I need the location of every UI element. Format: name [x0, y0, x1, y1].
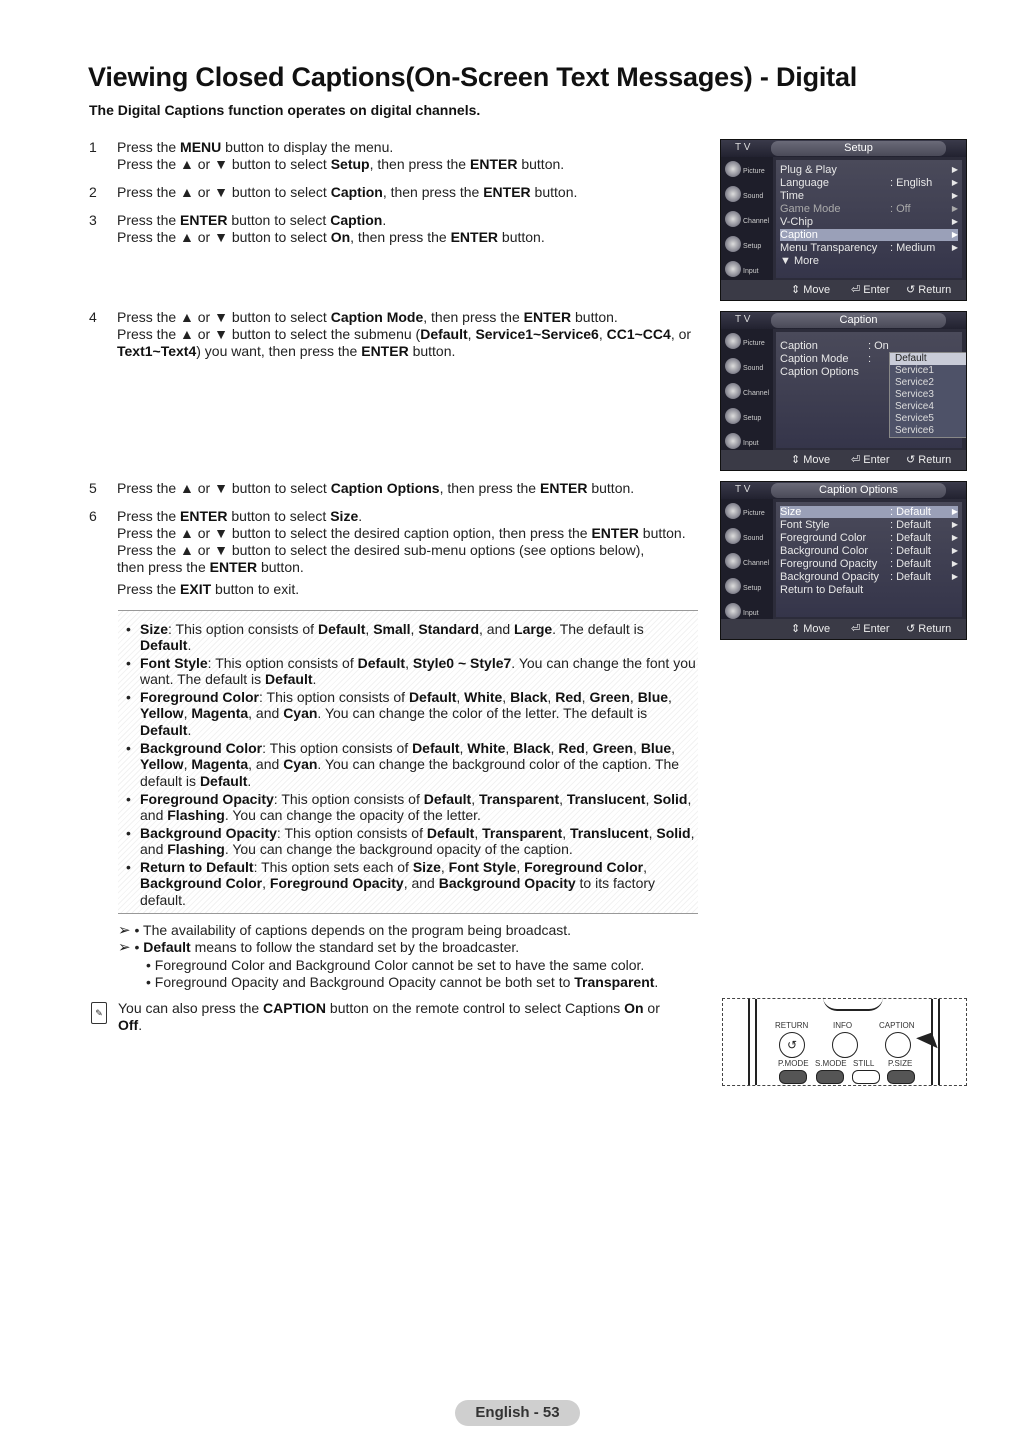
input-icon: [725, 261, 741, 277]
page-subtitle: The Digital Captions function operates on digital channels.: [89, 102, 481, 118]
note-3: • Foreground Color and Background Color cannot be set to have the same color.: [146, 957, 645, 973]
option-text: Background Color: This option consists of Default, White, Black, Red, Green, Blue, Yellow, Magenta, and Cyan. You can change the background color of the caption. The default is Default.: [140, 740, 680, 789]
option-foreground-color: [126, 689, 698, 739]
option-text: Foreground Opacity: This option consists of Default, Transparent, Translucent, Solid, and Flashing. You can change the opacity of the letter.: [140, 791, 692, 824]
option-text: Background Opacity: This option consists of Default, Transparent, Translucent, Solid, and Flashing. You can change the background opacity of the caption.: [140, 825, 695, 858]
setup-menu-screen: [720, 139, 967, 301]
menu-item-v-chip[interactable]: V-Chip ▶: [780, 216, 958, 228]
psize-label: P.SIZE: [888, 1059, 913, 1068]
screen-menu-body: [776, 160, 962, 278]
enter-hint: ⏎ Enter: [851, 284, 890, 296]
screen-title: Setup: [771, 141, 946, 156]
note-4: • Foreground Opacity and Background Opacity cannot be both set to Transparent.: [146, 974, 659, 990]
arrow-right-icon: ▶: [951, 165, 958, 174]
sidebar-item-picture[interactable]: Picture: [725, 331, 771, 353]
note-text: The availability of captions depends on the program being broadcast.: [143, 922, 572, 938]
step-number: 2: [89, 184, 97, 200]
note-text: Foreground Opacity and Background Opacity cannot be both set to Transparent.: [154, 974, 659, 990]
bullet-icon: •: [126, 740, 131, 756]
note-text: Foreground Color and Background Color cannot be set to have the same color.: [154, 957, 645, 973]
step-1: [89, 139, 709, 175]
arrow-right-icon: ▶: [951, 204, 958, 213]
step-4: [89, 309, 709, 363]
option-foreground-opacity: [126, 791, 698, 824]
picture-icon: [725, 333, 741, 349]
caption-mode-submenu: [889, 352, 967, 438]
screen-sidebar: [721, 157, 773, 280]
remote-edge: [748, 999, 757, 1085]
channel-icon: [725, 383, 741, 399]
tv-label: T V: [735, 314, 751, 325]
menu-item-game-mode[interactable]: Game Mode : Off ▶: [780, 203, 958, 215]
submenu-item-service4[interactable]: Service4: [895, 401, 934, 412]
menu-item-background-opacity[interactable]: Background Opacity : Default ▶: [780, 571, 958, 583]
bullet-icon: •: [126, 825, 131, 841]
screen-footer: [721, 450, 966, 470]
menu-item-time[interactable]: Time ▶: [780, 190, 958, 202]
sound-icon: [725, 528, 741, 544]
note-arrow-icon: ➢: [118, 939, 131, 956]
sidebar-item-channel[interactable]: Channel: [725, 551, 771, 573]
arrow-right-icon: ▶: [951, 243, 958, 252]
step-text: Press the ▲ or ▼ button to select Caption Options, then press the ENTER button.: [117, 480, 635, 496]
option-text: Font Style: This option consists of Default, Style0 ~ Style7. You can change the font you want. The default is Default.: [140, 655, 696, 688]
screen-footer: [721, 280, 966, 300]
bullet-icon: •: [126, 859, 131, 875]
option-text: Foreground Color: This option consists of Default, White, Black, Red, Green, Blue, Yellow, Magenta, and Cyan. You can change the color of the letter. The default is Default.: [140, 689, 672, 738]
return-button[interactable]: ↺: [779, 1032, 805, 1058]
step-number: 6: [89, 508, 97, 524]
return-hint: ↺ Return: [906, 623, 952, 635]
step-6: [89, 508, 709, 600]
sidebar-item-input[interactable]: Input: [725, 431, 771, 453]
menu-item-font-style[interactable]: Font Style : Default ▶: [780, 519, 958, 531]
menu-item-plug-and-play[interactable]: Plug & Play ▶: [780, 164, 958, 176]
tv-label: T V: [735, 142, 751, 153]
sidebar-item-picture[interactable]: Picture: [725, 159, 771, 181]
tv-label: T V: [735, 484, 751, 495]
screen-header: [721, 312, 966, 329]
move-hint: ⇕ Move: [791, 454, 831, 466]
option-text: Return to Default: This option sets each of Size, Font Style, Foreground Color, Background Color, Foreground Opacity, and Background Opacity to its factory default.: [140, 859, 656, 908]
sidebar-item-channel[interactable]: Channel: [725, 381, 771, 403]
bullet-icon: •: [126, 689, 131, 705]
menu-item-menu-transparency[interactable]: Menu Transparency : Medium ▶: [780, 242, 958, 254]
menu-item-caption-options[interactable]: Caption Options: [780, 366, 859, 378]
sidebar-item-sound[interactable]: Sound: [725, 356, 771, 378]
menu-item-language[interactable]: Language : English ▶: [780, 177, 958, 189]
input-icon: [725, 603, 741, 619]
step-text: Press the ENTER button to select Caption.: [117, 212, 387, 228]
menu-item-background-color[interactable]: Background Color : Default ▶: [780, 545, 958, 557]
step-text: Press the ▲ or ▼ button to select Caption Mode, then press the ENTER button.: [117, 309, 618, 325]
step-text: Press the ▲ or ▼ button to select Caption, then press the ENTER button.: [117, 184, 578, 200]
step-text: Press the MENU button to display the menu.: [117, 139, 394, 155]
return-hint: ↺ Return: [906, 284, 952, 296]
remote-top-curve: [823, 997, 883, 1011]
screen-footer: [721, 619, 966, 639]
sound-icon: [725, 358, 741, 374]
sidebar-item-setup[interactable]: Setup: [725, 234, 771, 256]
screen-header: [721, 140, 966, 157]
still-button[interactable]: [852, 1070, 880, 1084]
note-text: Default means to follow the standard set by the broadcaster.: [143, 939, 520, 955]
caption-options-screen: [720, 481, 967, 640]
note-arrow-icon: ➢: [118, 922, 131, 939]
screen-menu-body: [776, 332, 962, 448]
info-button[interactable]: [832, 1032, 858, 1058]
arrow-right-icon: ▶: [951, 191, 958, 200]
return-label: RETURN: [775, 1021, 809, 1030]
page-title: Viewing Closed Captions(On-Screen Text Messages) - Digital: [88, 62, 858, 92]
arrow-right-icon: ▶: [951, 230, 958, 239]
move-hint: ⇕ Move: [791, 623, 831, 635]
menu-item-foreground-color[interactable]: Foreground Color : Default ▶: [780, 532, 958, 544]
tip-icon: ✎: [91, 1002, 107, 1024]
caption-label: CAPTION: [879, 1021, 915, 1030]
sidebar-item-channel[interactable]: Channel: [725, 209, 771, 231]
step-number: 3: [89, 212, 97, 228]
option-background-opacity: [126, 825, 698, 858]
note-2: ➢ • Default means to follow the standard set by the broadcaster.: [118, 939, 520, 956]
step-number: 4: [89, 309, 97, 325]
setup-icon: [725, 236, 741, 252]
still-label: STILL: [853, 1059, 875, 1068]
screen-sidebar: [721, 499, 773, 619]
menu-item-foreground-opacity[interactable]: Foreground Opacity : Default ▶: [780, 558, 958, 570]
step-text: Press the ▲ or ▼ button to select the desired caption option, then press the ENTER button.: [117, 525, 686, 541]
menu-item-size[interactable]: Size : Default ▶: [780, 506, 958, 518]
step-text: Press the ▲ or ▼ button to select On, then press the ENTER button.: [117, 229, 545, 245]
pointer-hand-icon: ◥: [914, 1026, 939, 1057]
info-label: INFO: [833, 1021, 853, 1030]
menu-item-caption[interactable]: Caption ▶: [780, 229, 958, 241]
caption-menu-screen: [720, 311, 967, 471]
sidebar-item-sound[interactable]: Sound: [725, 526, 771, 548]
channel-icon: [725, 211, 741, 227]
tip-line-1: You can also press the CAPTION button on the remote control to select Captions On or: [118, 1000, 660, 1016]
step-5: [89, 480, 709, 498]
submenu-item-service2[interactable]: Service2: [895, 377, 934, 388]
remote-control-illustration: [722, 998, 967, 1086]
menu-item-return-to-default[interactable]: Return to Default: [780, 584, 864, 596]
step-text: Press the ▲ or ▼ button to select Setup, then press the ENTER button.: [117, 156, 565, 172]
screen-sidebar: [721, 329, 773, 450]
step-text: Press the ▲ or ▼ button to select the submenu (Default, Service1~Service6, CC1~CC4, or: [117, 326, 692, 342]
step-3: [89, 212, 709, 248]
sound-icon: [725, 186, 741, 202]
return-hint: ↺ Return: [906, 454, 952, 466]
sidebar-item-input[interactable]: Input: [725, 259, 771, 281]
note-1: ➢ • The availability of captions depends on the program being broadcast.: [118, 922, 572, 939]
bullet-icon: •: [126, 791, 131, 807]
step-number: 1: [89, 139, 97, 155]
screen-menu-body: [776, 502, 962, 617]
caption-options-box: [118, 610, 698, 914]
sidebar-item-setup[interactable]: Setup: [725, 406, 771, 428]
picture-icon: [725, 503, 741, 519]
step-text: Press the ▲ or ▼ button to select the desired sub-menu options (see options below),: [117, 542, 645, 558]
menu-item-more[interactable]: ▼ More: [780, 255, 820, 267]
move-hint: ⇕ Move: [791, 284, 831, 296]
bullet-icon: •: [126, 655, 131, 671]
option-size: [126, 621, 698, 654]
page-number-footer: English - 53: [455, 1400, 580, 1426]
step-number: 5: [89, 480, 97, 496]
step-text: Press the ENTER button to select Size.: [117, 508, 363, 524]
submenu-item-service3[interactable]: Service3: [895, 389, 934, 400]
step-2: [89, 184, 709, 202]
smode-button[interactable]: [816, 1070, 844, 1084]
enter-hint: ⏎ Enter: [851, 454, 890, 466]
option-background-color: [126, 740, 698, 790]
option-font-style: [126, 655, 698, 688]
input-icon: [725, 433, 741, 449]
screen-title: Caption: [771, 313, 946, 328]
pmode-label: P.MODE: [778, 1059, 809, 1068]
option-text: Size: This option consists of Default, Small, Standard, and Large. The default is Default.: [140, 621, 644, 654]
submenu-item-service1[interactable]: Service1: [895, 365, 934, 376]
screen-header: [721, 482, 966, 499]
sidebar-item-sound[interactable]: Sound: [725, 184, 771, 206]
enter-hint: ⏎ Enter: [851, 623, 890, 635]
submenu-item-service6[interactable]: Service6: [895, 425, 934, 436]
channel-icon: [725, 553, 741, 569]
setup-icon: [725, 578, 741, 594]
menu-item-caption-mode[interactable]: Caption Mode :: [780, 353, 872, 365]
setup-icon: [725, 408, 741, 424]
tip-line-2: Off.: [118, 1017, 143, 1033]
psize-button[interactable]: [887, 1070, 915, 1084]
screen-title: Caption Options: [771, 483, 946, 498]
step-text: Text1~Text4) you want, then press the ENTER button.: [117, 343, 456, 359]
sidebar-item-picture[interactable]: Picture: [725, 501, 771, 523]
sidebar-item-input[interactable]: Input: [725, 601, 771, 623]
submenu-item-default[interactable]: Default: [890, 353, 967, 365]
submenu-item-service5[interactable]: Service5: [895, 413, 934, 424]
bullet-icon: •: [126, 621, 131, 637]
option-return-to-default: [126, 859, 698, 909]
smode-label: S.MODE: [815, 1059, 847, 1068]
menu-item-caption[interactable]: Caption : On: [780, 340, 889, 352]
sidebar-item-setup[interactable]: Setup: [725, 576, 771, 598]
caption-button[interactable]: [885, 1032, 911, 1058]
pmode-button[interactable]: [779, 1070, 807, 1084]
picture-icon: [725, 161, 741, 177]
arrow-right-icon: ▶: [951, 217, 958, 226]
step-text: then press the ENTER button.: [117, 559, 304, 575]
step-text: Press the EXIT button to exit.: [117, 581, 300, 597]
arrow-right-icon: ▶: [951, 178, 958, 187]
